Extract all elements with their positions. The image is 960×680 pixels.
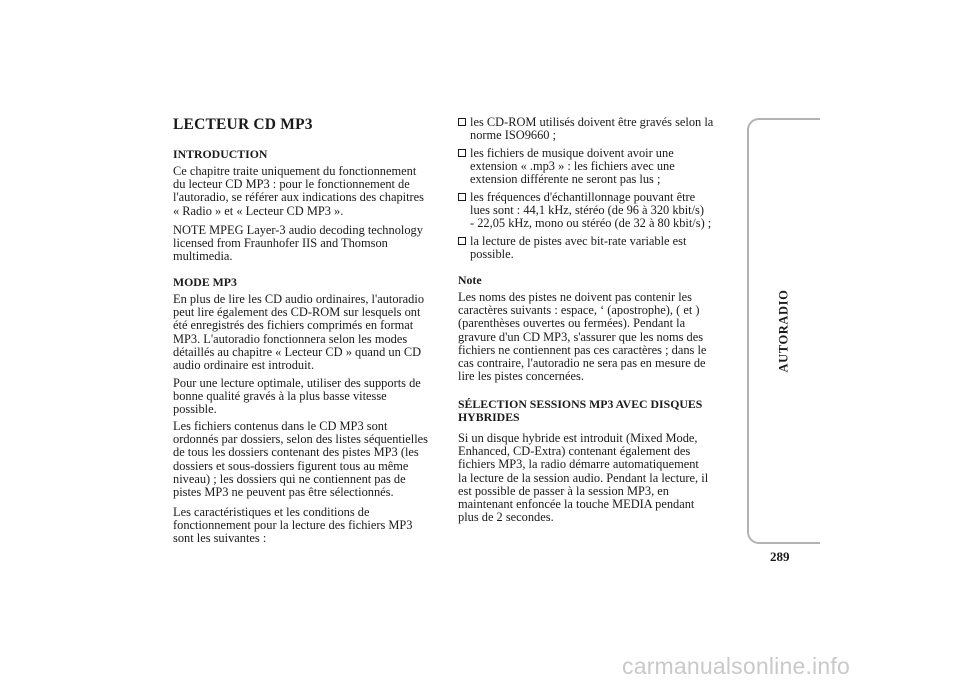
text-line: est possible de passer à la session MP3, en [458,483,669,498]
text-line: du lecteur CD MP3 : pour le fonctionnement de [173,177,410,192]
text-line: été enregistrés des fichiers comprimés en format [173,318,414,333]
intro-paragraph-1 [173,165,424,218]
text-line: lues sont : 44,1 kHz, stéréo (de 96 à 320 kbit/s) [470,203,705,218]
text-line: fichiers ne contiennent pas ces caractères ; dans le [458,342,707,357]
list-item [458,191,754,231]
chapter-tab-label: AUTORADIO [776,289,791,373]
checkbox-bullet-icon [458,237,466,245]
intro-heading: INTRODUCTION [173,147,268,161]
text-line: lire les pistes concernées. [458,369,584,384]
text-line: ordonnés par dossiers, selon des listes séquentielles [173,432,428,447]
hybrid-heading [458,398,702,423]
watermark: carmanualsonline.info [622,653,850,679]
text-line: « Radio » et « Lecteur CD MP3 ». [173,203,344,218]
text-line: dossiers et sous-dossiers figurent tous au même [173,458,409,473]
text-line: Les noms des pistes ne doivent pas contenir les [458,290,693,304]
text-line: NOTE MPEG Layer-3 audio decoding technology [173,223,423,237]
page-number: 289 [770,549,790,564]
text-line: En plus de lire les CD audio ordinaires, l'autoradio [173,292,425,306]
text-line: cas contraire, l'autoradio ne sera pas en mesure de [458,356,706,371]
text-line: les CD-ROM utilisés doivent être gravés selon la [470,115,714,129]
text-line: norme ISO9660 ; [470,128,557,143]
note-heading: Note [458,273,482,287]
text-line: fonctionnement pour la lecture des fichiers MP3 [173,518,413,533]
text-line: bonne qualité gravés à la plus basse vitesse [173,389,387,404]
section-title: LECTEUR CD MP3 [173,116,313,133]
heading-line: HYBRIDES [458,409,520,424]
text-line: de tous les dossiers contenant des pistes MP3 (les [173,445,419,460]
hybrid-paragraph [458,432,708,524]
mode-paragraph-4 [173,506,412,546]
mode-paragraph-2 [173,377,421,417]
text-line: la lecture de la session audio. Pendant la lecture, il [458,470,709,485]
text-line: Enhanced, CD-Extra) contenant également des [458,444,691,459]
list-item [458,235,754,261]
text-line: sont les suivantes : [173,531,267,546]
text-line: pistes MP3 ne peuvent pas être sélectionnés. [173,485,394,500]
intro-paragraph-2 [173,224,423,264]
heading-line: SÉLECTION SESSIONS MP3 AVEC DISQUES [458,397,703,411]
checkbox-bullet-icon [458,193,466,201]
text-line: les fichiers de musique doivent avoir une [470,146,674,160]
text-line: Si un disque hybride est introduit (Mixed Mode, [458,431,698,445]
text-line: extension « .mp3 » : les fichiers avec une [470,159,675,174]
text-line: caractères suivants : espace, ‘ (apostrophe), ( et ) [458,303,700,318]
checkbox-bullet-icon [458,149,466,157]
text-line: maintenant enfoncée la touche MEDIA pendant [458,497,695,512]
list-item [458,116,754,142]
text-line: extension différente ne seront pas lus ; [470,172,661,187]
text-line: gravure d'un CD MP3, s'assurer que les noms des [458,329,704,344]
text-line: niveau) ; les dossiers qui ne contiennent pas de [173,471,406,486]
text-line: (parenthèses ouvertes ou fermées). Pendant la [458,316,686,331]
text-line: MP3. L'autoradio fonctionnera selon les modes [173,331,408,346]
text-line: plus de 2 secondes. [458,510,554,525]
text-line: détaillés au chapitre « Lecteur CD » quand un CD [173,344,422,359]
mode-paragraph-1 [173,293,424,372]
text-line: Les fichiers contenus dans le CD MP3 sont [173,419,388,433]
note-paragraph [458,291,706,383]
text-line: la lecture de pistes avec bit-rate variable est [470,234,687,248]
text-line: Les caractéristiques et les conditions de [173,505,370,519]
text-line: l'autoradio, se référer aux indications des chapitres [173,190,424,205]
text-line: les fréquences d'échantillonnage pouvant être [470,190,696,204]
text-line: fichiers MP3, la radio démarre automatiquement [458,457,699,472]
text-line: multimedia. [173,249,233,264]
text-line: peut lire également des CD-ROM sur lesquels ont [173,305,421,320]
text-line: licensed from Fraunhofer IIS and Thomson [173,236,388,251]
list-item [458,147,754,187]
text-line: possible. [470,247,514,262]
text-line: possible. [173,402,217,417]
mode-heading: MODE MP3 [173,275,237,289]
text-line: Pour une lecture optimale, utiliser des supports de [173,376,421,390]
checkbox-bullet-icon [458,118,466,126]
text-line: - 22,05 kHz, mono ou stéréo (de 32 à 80 kbit/s) ; [470,216,712,231]
text-line: Ce chapitre traite uniquement du fonctionnement [173,164,417,178]
mode-paragraph-3 [173,420,428,499]
text-line: audio ordinaire est introduit. [173,358,315,373]
